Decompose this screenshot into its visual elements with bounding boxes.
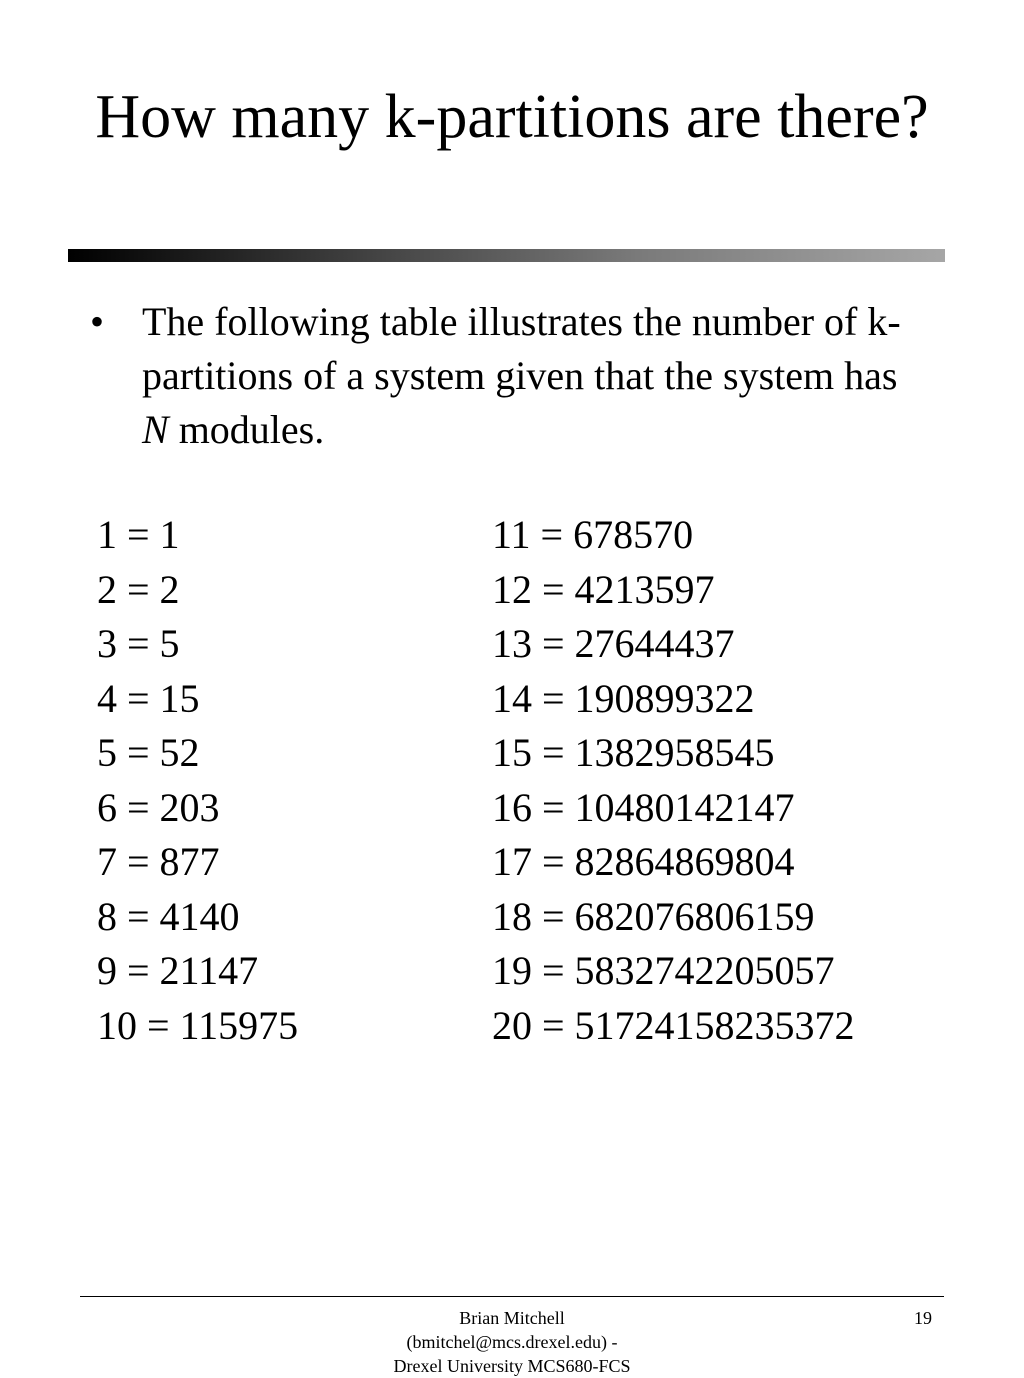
footer-divider bbox=[80, 1296, 944, 1297]
table-row: 13 = 27644437 bbox=[492, 621, 735, 666]
table-row: 10 = 115975 bbox=[97, 1002, 299, 1048]
table-row: 9 = 21147 bbox=[97, 948, 259, 993]
page-number: 19 bbox=[914, 1308, 932, 1328]
table-row: 7 = 877 bbox=[97, 839, 220, 884]
table-row: 19 = 5832742205057 bbox=[492, 948, 835, 993]
footer-course: Drexel University MCS680-FCS bbox=[393, 1356, 631, 1376]
partition-table-left-column bbox=[97, 508, 298, 1053]
table-row: 12 = 4213597 bbox=[492, 566, 715, 612]
table-row: 11 = 678570 bbox=[492, 512, 694, 557]
bullet-text-before: The following table illustrates the number of k-partitions of a system given that the system has bbox=[142, 299, 901, 398]
table-row: 20 = 51724158235372 bbox=[492, 1002, 855, 1048]
table-row: 17 = 82864869804 bbox=[492, 839, 795, 884]
table-row: 6 = 203 bbox=[97, 784, 220, 830]
footer-author-email: (bmitchel@mcs.drexel.edu) - bbox=[406, 1332, 618, 1352]
table-row: 16 = 10480142147 bbox=[492, 784, 795, 830]
footer-author-name: Brian Mitchell bbox=[459, 1308, 565, 1328]
table-row: 14 = 190899322 bbox=[492, 675, 755, 721]
bullet-text bbox=[142, 295, 922, 457]
table-row: 2 = 2 bbox=[97, 566, 180, 612]
table-row: 15 = 1382958545 bbox=[492, 730, 775, 775]
table-row: 8 = 4140 bbox=[97, 893, 240, 939]
table-row: 5 = 52 bbox=[97, 730, 200, 775]
table-row: 18 = 682076806159 bbox=[492, 893, 815, 939]
bullet-text-italic: N bbox=[142, 407, 169, 452]
bullet-marker: • bbox=[90, 299, 105, 344]
partition-table-right-column bbox=[492, 508, 855, 1053]
table-row: 4 = 15 bbox=[97, 675, 200, 721]
footer-author bbox=[300, 1306, 724, 1378]
table-row: 3 = 5 bbox=[97, 621, 180, 666]
table-row: 1 = 1 bbox=[97, 512, 180, 557]
title-divider bbox=[68, 249, 945, 262]
slide-title: How many k-partitions are there? bbox=[95, 83, 929, 151]
bullet-text-after: modules. bbox=[168, 407, 325, 452]
